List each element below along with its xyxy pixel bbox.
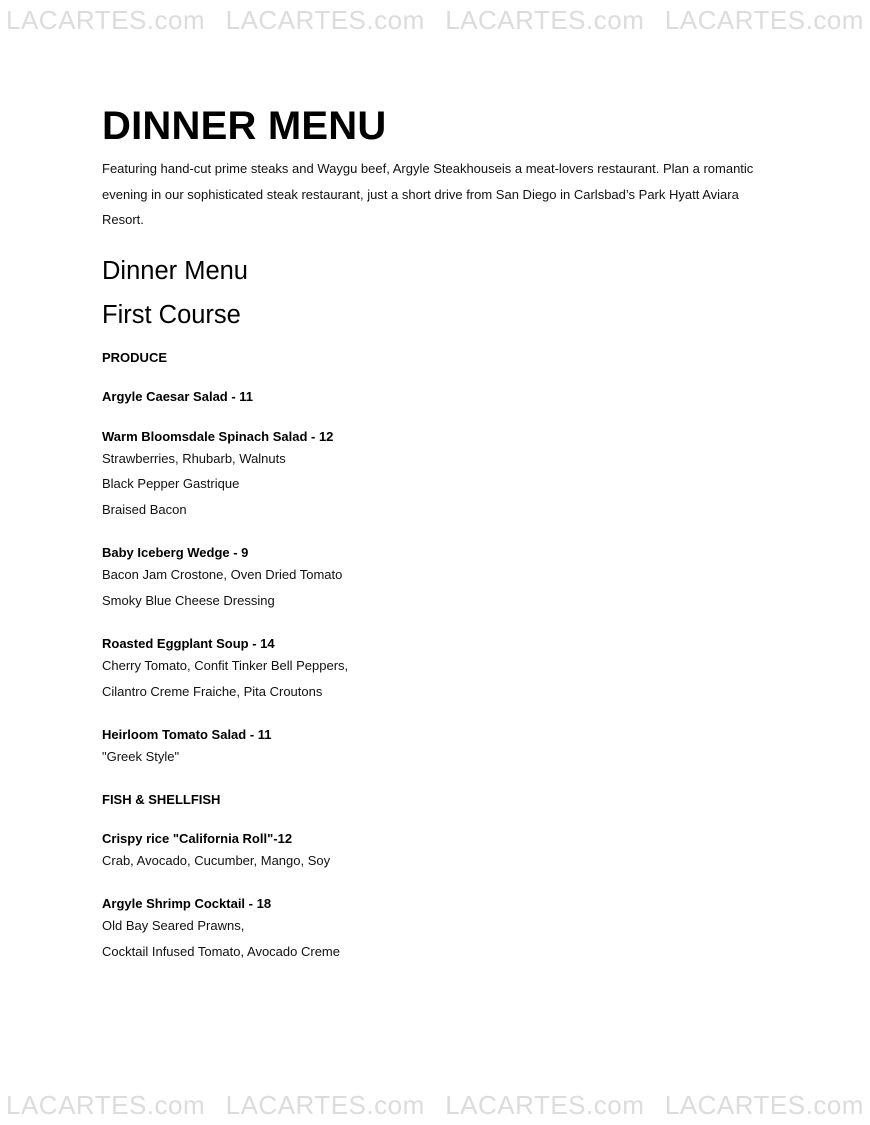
menu-item-description: Cherry Tomato, Confit Tinker Bell Peppers, bbox=[102, 658, 349, 673]
menu-item-title: Warm Bloomsdale Spinach Salad - 12 bbox=[102, 428, 334, 444]
watermark-text: LACARTES.com bbox=[664, 4, 864, 35]
watermark-text: LACARTES.com bbox=[225, 1089, 425, 1120]
menu-item-description: Strawberries, Rhubarb, Walnuts bbox=[102, 450, 286, 466]
menu-item-description: Bacon Jam Crostone, Oven Dried Tomato bbox=[102, 567, 343, 582]
menu-item-title: Heirloom Tomato Salad - 11 bbox=[102, 727, 272, 742]
menu-item-title: Argyle Shrimp Cocktail - 18 bbox=[102, 896, 272, 911]
course-heading: First Course bbox=[102, 300, 241, 329]
menu-document bbox=[102, 100, 782, 964]
section-heading-produce: PRODUCE bbox=[102, 349, 168, 365]
menu-item-description: Old Bay Seared Prawns, bbox=[102, 918, 245, 933]
menu-item-description: Cocktail Infused Tomato, Avocado Creme bbox=[102, 943, 340, 959]
watermark-text: LACARTES.com bbox=[445, 4, 645, 35]
menu-item-description: Smoky Blue Cheese Dressing bbox=[102, 592, 275, 608]
menu-item-title: Roasted Eggplant Soup - 14 bbox=[102, 636, 275, 651]
watermark-text: LACARTES.com bbox=[225, 4, 425, 35]
menu-item-title: Baby Iceberg Wedge - 9 bbox=[102, 545, 249, 560]
section-heading-fish: FISH & SHELLFISH bbox=[102, 791, 221, 807]
menu-item bbox=[102, 388, 782, 406]
menu-item bbox=[102, 544, 782, 613]
watermark-top bbox=[0, 2, 870, 38]
menu-item-description: Cilantro Creme Fraiche, Pita Croutons bbox=[102, 683, 323, 699]
menu-item-description: Braised Bacon bbox=[102, 501, 187, 517]
menu-item-description: "Greek Style" bbox=[102, 749, 180, 764]
menu-item-title: Crispy rice "California Roll"-12 bbox=[102, 830, 293, 846]
menu-item bbox=[102, 895, 782, 964]
intro-paragraph: Featuring hand-cut prime steaks and Waygu beef, Argyle Steakhouseis a meat-lovers restaurant. Plan a romantic evening in our sophisticated steak restaurant, just a short drive from San Diego in Carlsbad’s Park Hyatt Aviara Resort. bbox=[102, 161, 754, 227]
menu-item-description: Crab, Avocado, Cucumber, Mango, Soy bbox=[102, 852, 331, 868]
page-title: DINNER MENU bbox=[102, 104, 387, 148]
menu-heading: Dinner Menu bbox=[102, 256, 248, 285]
watermark-text: LACARTES.com bbox=[6, 4, 206, 35]
menu-item-description: Black Pepper Gastrique bbox=[102, 476, 240, 491]
watermark-bottom bbox=[0, 1087, 870, 1123]
menu-item bbox=[102, 428, 782, 523]
menu-item bbox=[102, 830, 782, 874]
menu-item bbox=[102, 635, 782, 704]
watermark-text: LACARTES.com bbox=[6, 1089, 206, 1120]
menu-item-title: Argyle Caesar Salad - 11 bbox=[102, 388, 254, 404]
watermark-text: LACARTES.com bbox=[445, 1089, 645, 1120]
watermark-text: LACARTES.com bbox=[664, 1089, 864, 1120]
menu-item bbox=[102, 726, 782, 770]
